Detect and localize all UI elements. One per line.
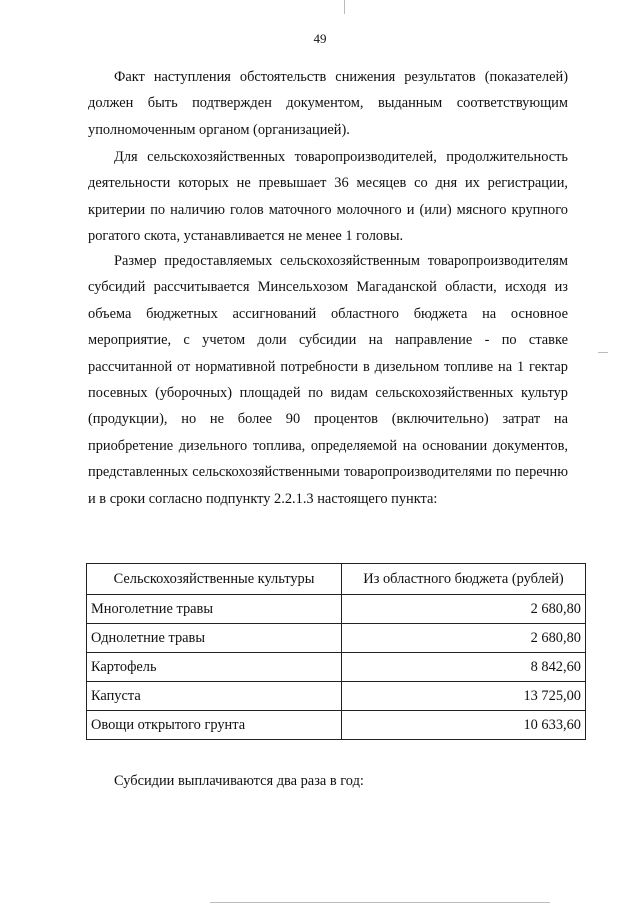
table-header-row [87, 564, 586, 595]
scan-artifact-right [598, 352, 608, 353]
table-row [87, 682, 586, 711]
amount-cell: 2 680,80 [342, 624, 586, 653]
paragraph-evidence [88, 64, 568, 143]
crop-name-cell: Однолетние травы [87, 624, 342, 653]
paragraph-new-producers [88, 144, 568, 250]
crop-name-cell: Картофель [87, 653, 342, 682]
page-number: 49 [313, 31, 327, 46]
amount-cell: 2 680,80 [342, 595, 586, 624]
scan-artifact-bottom [210, 902, 550, 903]
table-row [87, 653, 586, 682]
paragraph-text: Для сельскохозяйственных товаропроизводителей, продолжительность деятельности которых не превышает 36 месяцев со дня их регистрации, критерии по наличию голов маточного молочного и (или) мясного крупного рогатого скота, устанавливается не менее 1 головы. [88, 149, 568, 245]
amount-cell: 10 633,60 [342, 711, 586, 740]
column-header-crops: Сельскохозяйственные культуры [87, 564, 342, 595]
table-row [87, 711, 586, 740]
crop-name-cell: Многолетние травы [87, 595, 342, 624]
paragraph-text: Факт наступления обстоятельств снижения результатов (показателей) должен быть подтвержден документом, выданным соответствующим уполномоченным органом (организацией). [88, 69, 568, 138]
table-row [87, 624, 586, 653]
paragraph-subsidy-size [88, 248, 568, 512]
crop-name-cell: Овощи открытого грунта [87, 711, 342, 740]
scan-artifact-top [344, 0, 345, 14]
table-row [87, 595, 586, 624]
amount-cell: 13 725,00 [342, 682, 586, 711]
paragraph-text: Субсидии выплачиваются два раза в год: [114, 773, 364, 789]
subsidy-rates-table [86, 563, 586, 740]
paragraph-text: Размер предоставляемых сельскохозяйственным товаропроизводителям субсидий рассчитывается Минсельхозом Магаданской области, исходя из объема бюджетных ассигнований областного бюджета на основное мероприятие, с учетом доли субсидии на направление - по ставке рассчитанной от нормативной потребности в дизельном топливе на 1 гектар посевных (уборочных) площадей по видам сельскохозяйственных культур (продукции), но не более 90 процентов (включительно) затрат на приобретение дизельного топлива, определяемой на основании документов, представленных сельскохозяйственными товаропроизводителями по перечню и в сроки согласно подпункту 2.2.1.3 настоящего пункта: [88, 253, 568, 507]
amount-cell: 8 842,60 [342, 653, 586, 682]
column-header-budget: Из областного бюджета (рублей) [342, 564, 586, 595]
paragraph-payment-schedule [88, 768, 568, 794]
crop-name-cell: Капуста [87, 682, 342, 711]
